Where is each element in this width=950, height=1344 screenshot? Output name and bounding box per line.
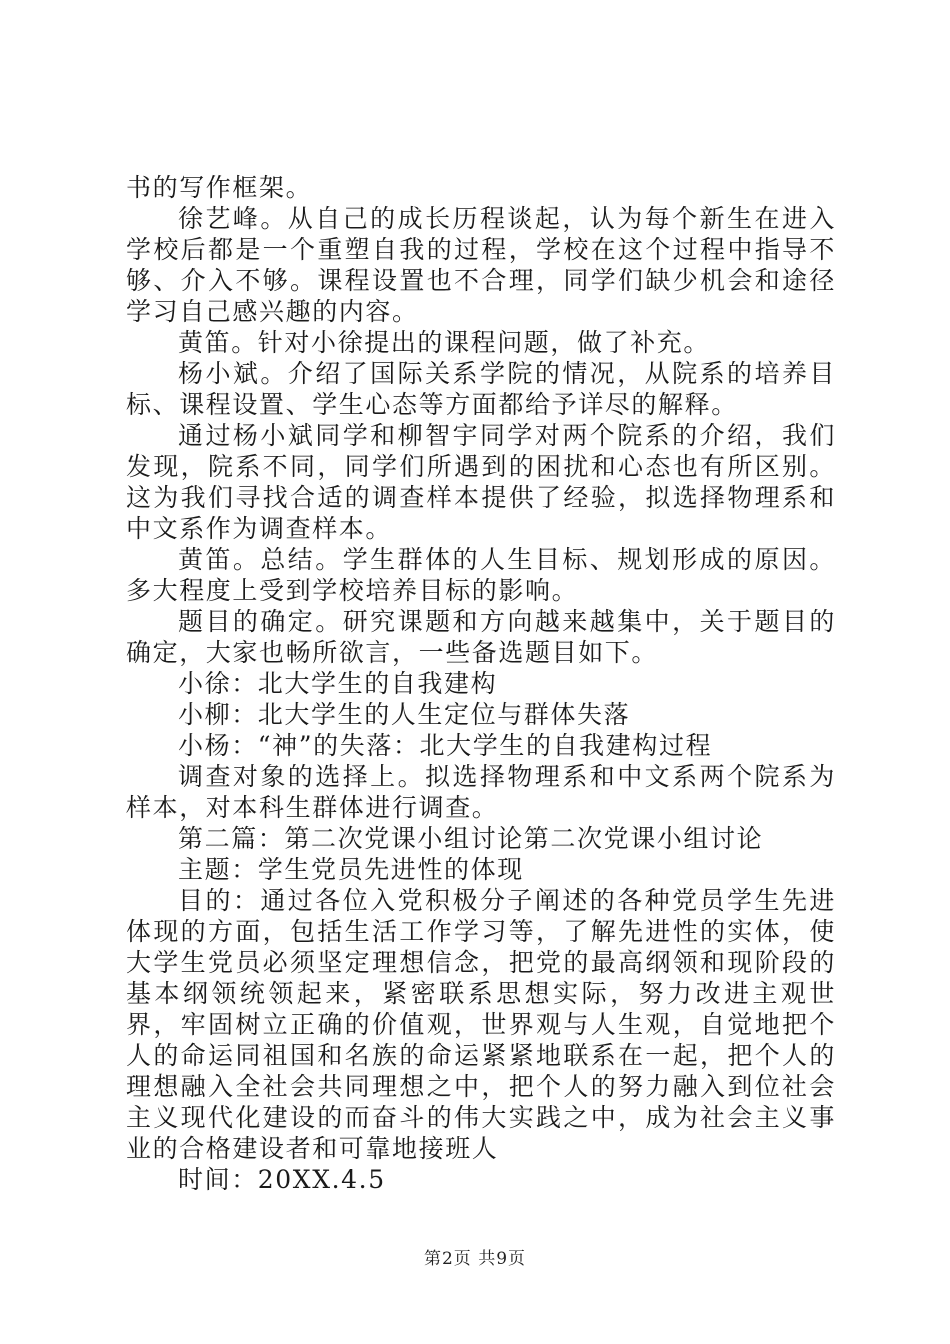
paragraph: 通过杨小斌同学和柳智宇同学对两个院系的介绍，我们发现，院系不同，同学们所遇到的困扰和心态也有所区别。这为我们寻找合适的调查样本提供了经验，拟选择物理系和中文系作为调查样本。 [126, 421, 836, 543]
document-body [126, 172, 836, 1195]
paragraph: 徐艺峰。从自己的成长历程谈起，认为每个新生在进入学校后都是一个重塑自我的过程，学校在这个过程中指导不够、介入不够。课程设置也不合理，同学们缺少机会和途径学习自己感兴趣的内容。 [126, 204, 836, 326]
theme-line: 主题：学生党员先进性的体现 [178, 855, 524, 884]
purpose-paragraph: 目的：通过各位入党积极分子阐述的各种党员学生先进体现的方面，包括生活工作学习等，了解先进性的实体，使大学生党员必须坚定理想信念，把党的最高纲领和现阶段的基本纲领统领起来，紧密联系思想实际，努力改进主观世界，牢固树立正确的价值观，世界观与人生观，自觉地把个人的命运同祖国和名族的命运紧紧地联系在一起，把个人的理想融入全社会共同理想之中，把个人的努力融入到位社会主义现代化建设的而奋斗的伟大实践之中，成为社会主义事业的合格建设者和可靠地接班人 [126, 886, 836, 1163]
page-number: 第2页 共9页 [423, 1249, 527, 1269]
paragraph: 调查对象的选择上。拟选择物理系和中文系两个院系为样本，对本科生群体进行调查。 [126, 762, 836, 822]
paragraph: 黄笛。针对小徐提出的课程问题，做了补充。 [178, 328, 711, 357]
topic-option: 小徐：北大学生的自我建构 [178, 669, 498, 698]
paragraph: 黄笛。总结。学生群体的人生目标、规划形成的原因。多大程度上受到学校培养目标的影响。 [126, 545, 836, 605]
paragraph: 书的写作框架。 [126, 173, 313, 202]
paragraph: 杨小斌。介绍了国际关系学院的情况，从院系的培养目标、课程设置、学生心态等方面都给予详尽的解释。 [126, 359, 836, 419]
topic-option: 小柳：北大学生的人生定位与群体失落 [178, 700, 631, 729]
topic-option: 小杨：“神”的失落：北大学生的自我建构过程 [178, 731, 713, 760]
paragraph: 题目的确定。研究课题和方向越来越集中，关于题目的确定，大家也畅所欲言，一些备选题目如下。 [126, 607, 836, 667]
time-line: 时间：20XX.4.5 [178, 1165, 386, 1194]
section-heading: 第二篇：第二次党课小组讨论第二次党课小组讨论 [178, 824, 764, 853]
